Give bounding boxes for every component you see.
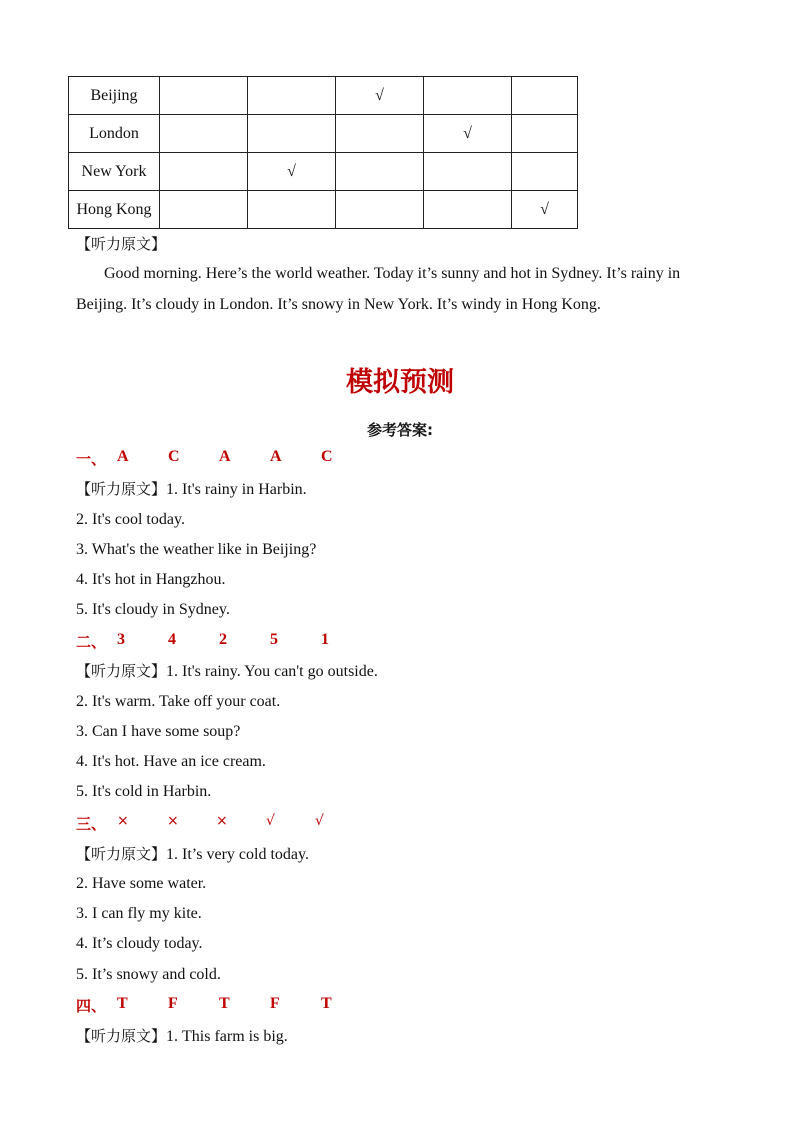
table-city-cell: London [69,115,160,153]
answer: 2 [219,631,227,648]
answer: T [117,995,128,1012]
section-number: 一、 [76,450,107,468]
listening-label: 【听力原文】 [76,662,167,680]
listening-label: 【听力原文】 [76,480,167,498]
answer: √ [315,813,324,829]
answer: × [167,813,179,829]
script-line [76,479,307,500]
script-text: 1. This farm is big. [166,1028,288,1045]
script-line: 4. It's hot in Hangzhou. [76,571,226,588]
script-text: 1. It's rainy. You can't go outside. [166,663,378,680]
answer: × [117,813,129,829]
script-line: 4. It’s cloudy today. [76,935,203,952]
table-cell: √ [424,115,512,153]
table-cell [248,77,336,115]
weather-answer-table [68,76,578,229]
answer: C [168,448,180,465]
answer: 1 [321,631,329,648]
answer: × [216,813,228,829]
table-cell: √ [248,153,336,191]
script-line: 2. It's warm. Take off your coat. [76,693,281,710]
answer: C [321,448,333,465]
script-text: 1. It's rainy in Harbin. [166,481,307,498]
table-cell [248,115,336,153]
answer: T [321,995,332,1012]
table-cell [424,153,512,191]
answer: A [219,448,231,465]
answer: 4 [168,631,176,648]
table-row [69,191,578,229]
answer: √ [266,813,275,829]
table-city-cell: New York [69,153,160,191]
script-line: 5. It’s snowy and cold. [76,966,221,983]
answer: 5 [270,631,278,648]
script-line: 3. I can fly my kite. [76,905,202,922]
script-line [76,661,378,682]
listening-label: 【听力原文】 [76,845,167,863]
table-cell [424,191,512,229]
table-cell [336,153,424,191]
section-number: 二、 [76,633,107,651]
table-cell [512,115,578,153]
section-number: 四、 [76,997,107,1015]
page-title: 模拟预测 [346,367,454,398]
script-line: 2. It's cool today. [76,511,185,528]
table-cell [160,153,248,191]
table-cell [160,191,248,229]
table-row [69,77,578,115]
table-row [69,115,578,153]
table-cell [424,77,512,115]
table-cell [248,191,336,229]
script-line [76,1026,288,1047]
listening-label: 【听力原文】 [76,1027,167,1045]
script-line [76,844,309,865]
table-cell: √ [512,191,578,229]
table-city-cell: Hong Kong [69,191,160,229]
answer-key-subtitle: 参考答案: [367,421,433,439]
answer: T [219,995,230,1012]
answer: F [270,995,280,1012]
table-row [69,153,578,191]
table-cell [160,77,248,115]
script-line: 2. Have some water. [76,875,207,892]
script-line: 3. What's the weather like in Beijing? [76,541,317,558]
table-cell [336,115,424,153]
table-cell [160,115,248,153]
table-cell [512,77,578,115]
section-number: 三、 [76,815,107,833]
script-line: 5. It's cold in Harbin. [76,783,212,800]
answer: A [117,448,129,465]
intro-paragraph: Good morning. Here’s the world weather. Today it’s sunny and hot in Sydney. It’s rainy in Beijing. It’s cloudy in London. It’s snowy in New York. It’s windy in Hong Kong. [76,265,681,313]
table-cell [512,153,578,191]
script-line: 5. It's cloudy in Sydney. [76,601,230,618]
answer: 3 [117,631,125,648]
table-cell: √ [336,77,424,115]
script-text: 1. It’s very cold today. [166,846,309,863]
listening-label: 【听力原文】 [76,235,167,253]
table-cell [336,191,424,229]
script-line: 3. Can I have some soup? [76,723,241,740]
answer: A [270,448,282,465]
table-city-cell: Beijing [69,77,160,115]
script-line: 4. It's hot. Have an ice cream. [76,753,266,770]
answer: F [168,995,178,1012]
